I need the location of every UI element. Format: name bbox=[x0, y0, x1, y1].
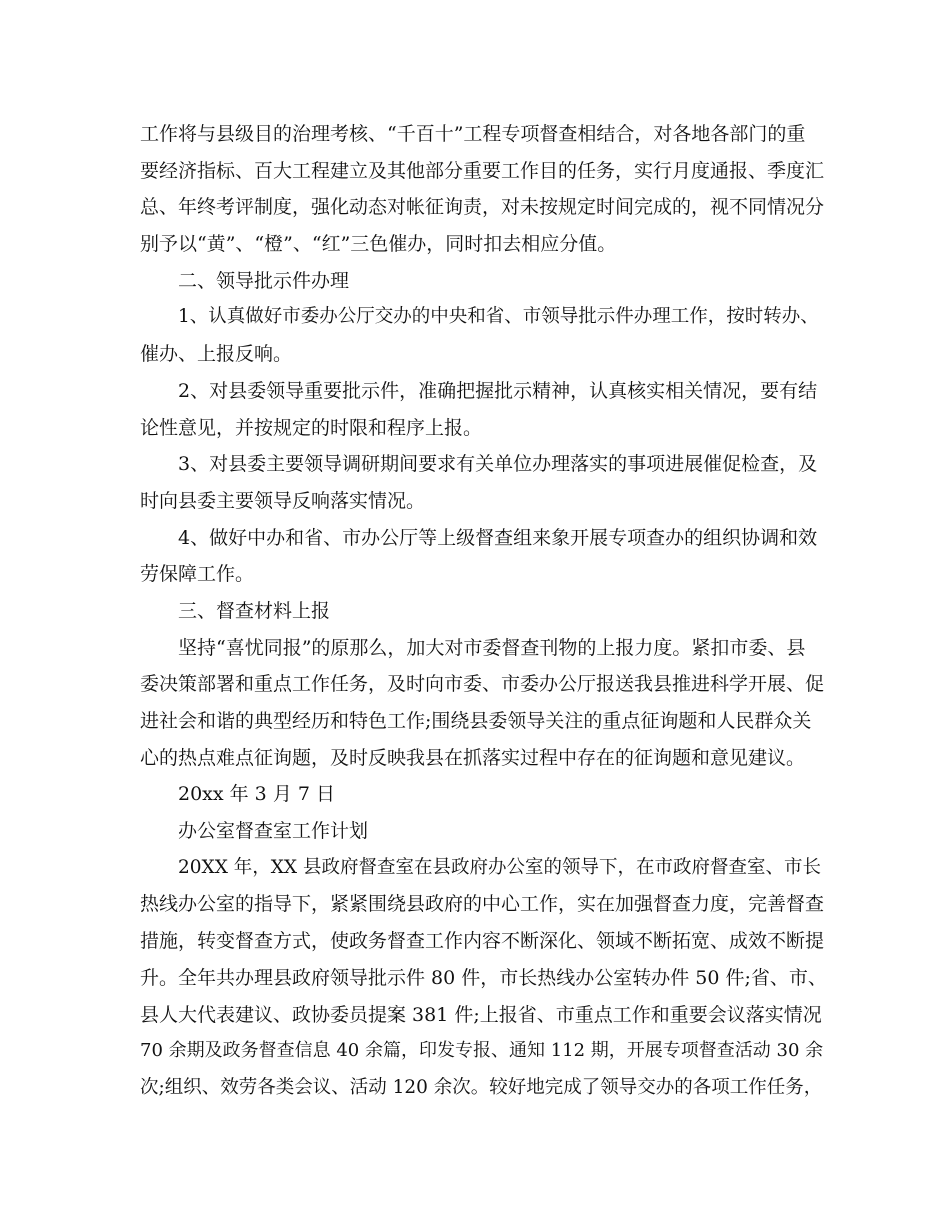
text-line: 心的热点难点征询题，及时反映我县在抓落实过程中存在的征询题和意见建议。 bbox=[140, 746, 806, 769]
paragraph-start-line: 二、领导批示件办理 bbox=[178, 269, 350, 292]
paragraph-start-line: 20xx 年 3 月 7 日 bbox=[178, 783, 335, 806]
text-line: 工作将与县级目的治理考核、“千百十”工程专项督查相结合，对各地各部门的重 bbox=[140, 123, 806, 145]
paragraph-start-line: 2、对县委领导重要批示件，准确把握批示精神，认真核实相关情况，要有结 bbox=[178, 379, 818, 402]
text-line: 70 余期及政务督查信息 40 余篇，印发专报、通知 112 期，开展专项督查活动 30 余 bbox=[140, 1040, 824, 1062]
text-line: 要经济指标、百大工程建立及其他部分重要工作目的任务，实行月度通报、季度汇 bbox=[140, 159, 825, 182]
paragraph-start-line: 办公室督查室工作计划 bbox=[178, 820, 369, 843]
text-line: 时向县委主要领导反响落实情况。 bbox=[140, 489, 426, 512]
text-line: 委决策部署和重点工作任务，及时向市委、市委办公厅报送我县推进科学开展、促 bbox=[140, 673, 825, 696]
text-line: 催办、上报反响。 bbox=[140, 343, 293, 366]
text-line: 进社会和谐的典型经历和特色工作;围绕县委领导关注的重点征询题和人民群众关 bbox=[140, 710, 812, 732]
text-line: 次;组织、效劳各类会议、活动 120 余次。较好地完成了领导交办的各项工作任务， bbox=[140, 1076, 823, 1098]
paragraph-start-line: 三、督查材料上报 bbox=[178, 599, 331, 622]
text-line: 县人大代表建议、政协委员提案 381 件;上报省、市重点工作和重要会议落实情况 bbox=[140, 1003, 822, 1026]
text-line: 别予以“黄”、“橙”、“红”三色催办，同时扣去相应分值。 bbox=[140, 233, 617, 256]
text-line: 措施，转变督查方式，使政务督查工作内容不断深化、领域不断拓宽、成效不断提 bbox=[140, 930, 825, 953]
document-body bbox=[140, 116, 830, 1107]
text-line: 论性意见，并按规定的时限和程序上报。 bbox=[140, 416, 483, 439]
paragraph-start-line: 坚持“喜忧同报”的原那么，加大对市委督查刊物的上报力度。紧扣市委、县 bbox=[178, 636, 806, 659]
paragraph-start-line: 4、做好中办和省、市办公厅等上级督查组来象开展专项查办的组织协调和效 bbox=[178, 526, 818, 549]
text-line: 热线办公室的指导下，紧紧围绕县政府的中心工作，实在加强督查力度，完善督查 bbox=[140, 893, 825, 916]
paragraph-start-line: 1、认真做好市委办公厅交办的中央和省、市领导批示件办理工作，按时转办、 bbox=[178, 306, 819, 328]
text-line: 劳保障工作。 bbox=[140, 563, 255, 586]
text-line: 升。全年共办理县政府领导批示件 80 件，市长热线办公室转办件 50 件;省、市、 bbox=[140, 966, 827, 989]
text-line: 总、年终考评制度，强化动态对帐征询责，对未按规定时间完成的，视不同情况分 bbox=[140, 196, 825, 219]
paragraph-start-line: 20XX 年，XX 县政府督查室在县政府办公室的领导下，在市政府督查室、市长 bbox=[178, 856, 821, 878]
paragraph-start-line: 3、对县委主要领导调研期间要求有关单位办理落实的事项进展催促检查，及 bbox=[178, 453, 818, 476]
